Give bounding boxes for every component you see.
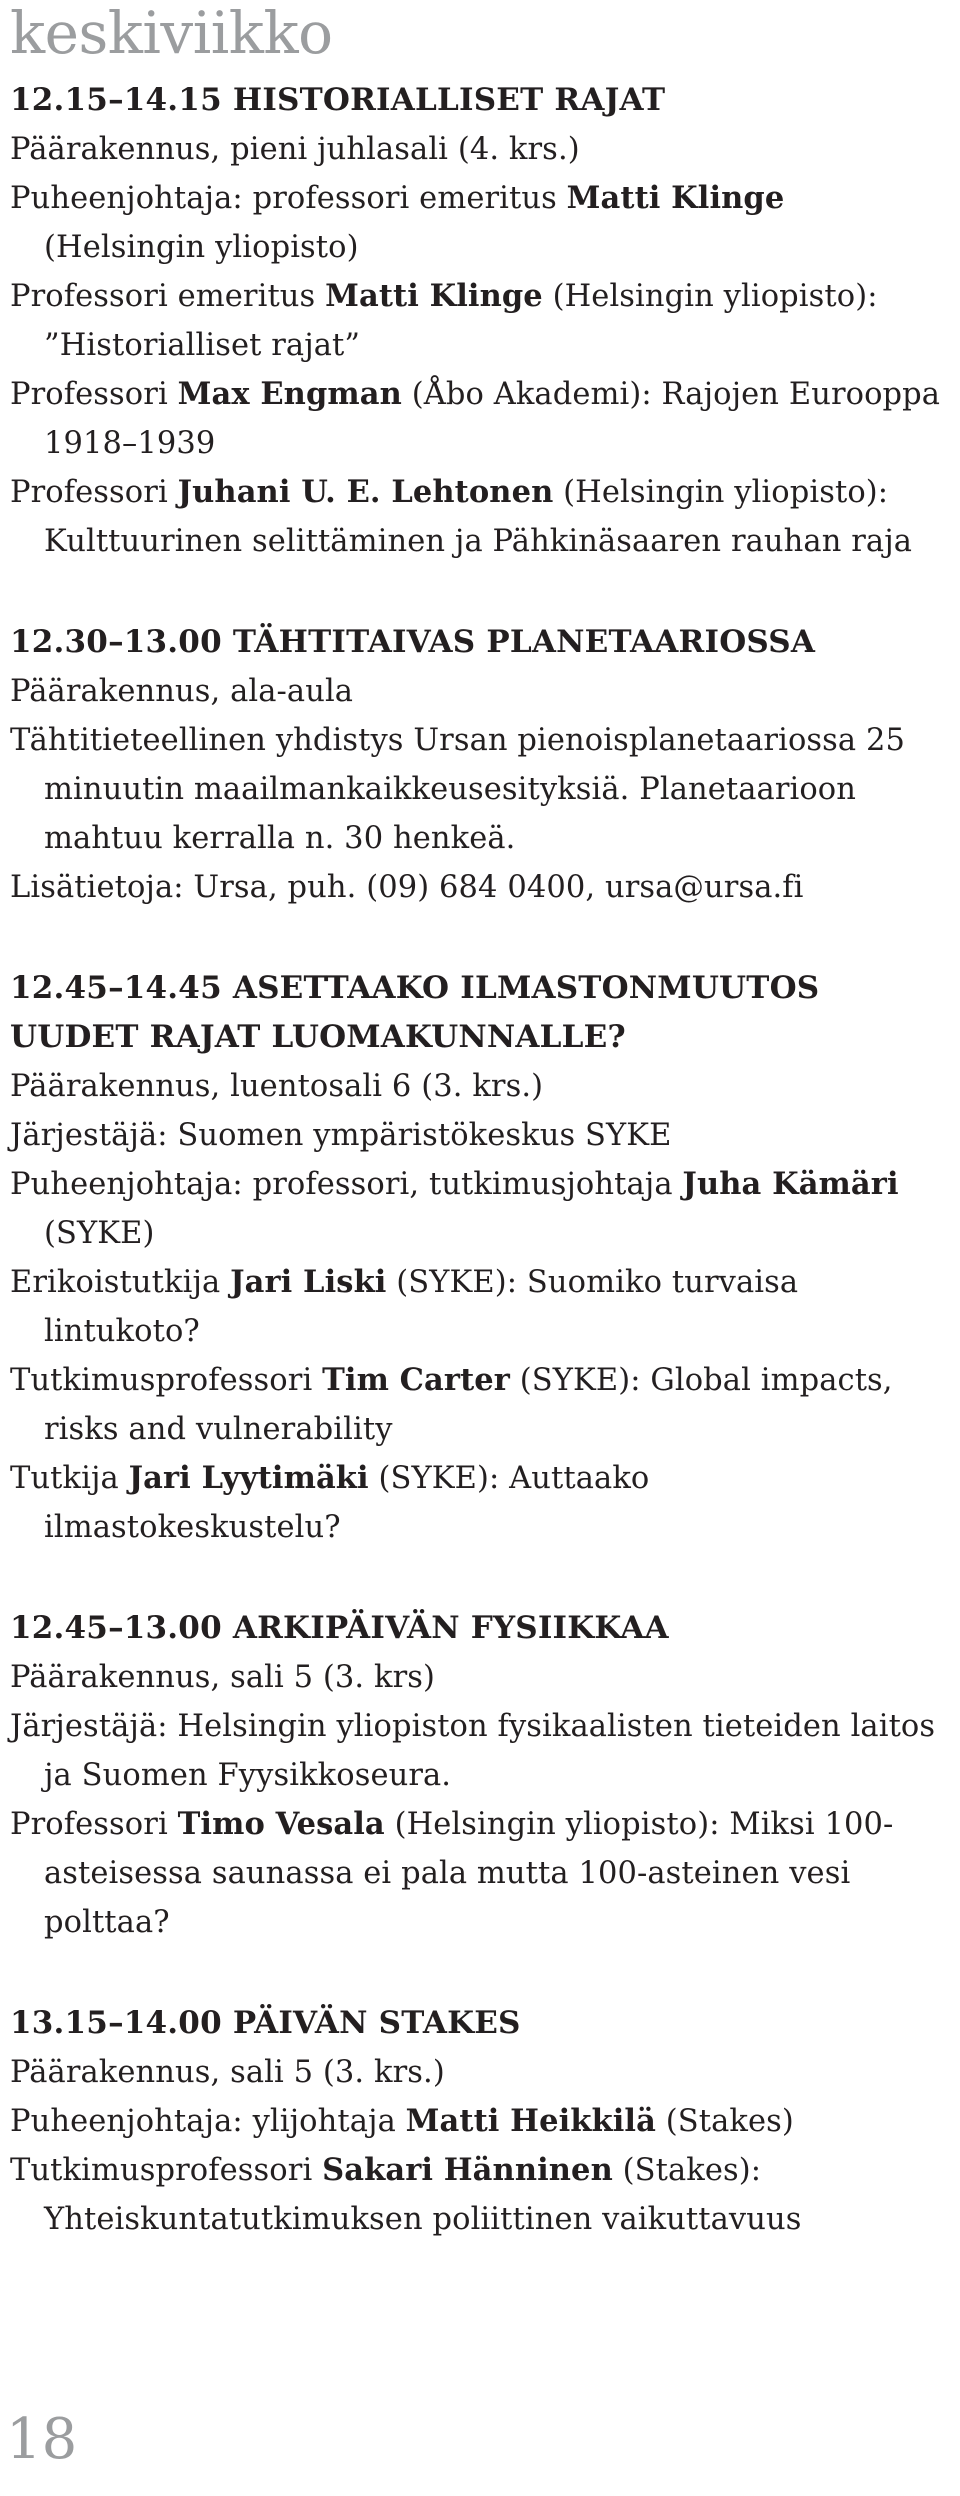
speaker-name: Juhani U. E. Lehtonen	[177, 474, 554, 510]
line-text: (Åbo Akademi): Rajojen Eurooppa 1918–1939	[44, 377, 941, 461]
session-line	[10, 468, 950, 566]
session-line	[10, 125, 950, 174]
session-line	[10, 1062, 950, 1111]
line-text: Professori emeritus	[10, 279, 326, 314]
session-line	[10, 2146, 950, 2244]
session-line	[10, 1111, 950, 1160]
session-line	[10, 174, 950, 272]
session-title: 12.15–14.15 HISTORIALLISET RAJAT	[10, 82, 666, 118]
line-text: Tutkija	[10, 1461, 129, 1496]
line-text: Järjestäjä: Helsingin yliopiston fysikaalisten tieteiden laitos ja Suomen Fyysikkoseura.	[10, 1709, 936, 1793]
line-text: Päärakennus, sali 5 (3. krs)	[10, 1660, 436, 1695]
line-text: (Helsingin yliopisto)	[44, 230, 359, 265]
line-text: (Helsingin yliopisto): ”Historialliset rajat”	[44, 279, 878, 363]
line-text: (Stakes)	[655, 2104, 794, 2139]
session-line	[10, 667, 950, 716]
line-text: Tähtitieteellinen yhdistys Ursan pienoisplanetaariossa 25 minuutin maailmankaikkeusesityksiä. Planetaarioon mahtuu kerralla n. 30 henkeä.	[10, 723, 906, 856]
line-text: Puheenjohtaja: professori, tutkimusjohtaja	[10, 1167, 683, 1202]
session-line	[10, 1454, 950, 1552]
line-text: Päärakennus, sali 5 (3. krs.)	[10, 2055, 445, 2090]
session-line	[10, 1258, 950, 1356]
speaker-name: Matti Klinge	[566, 180, 785, 216]
speaker-name: Jari Liski	[230, 1264, 387, 1300]
session-block	[10, 76, 950, 566]
session-line	[10, 863, 950, 912]
page-number: 18	[6, 2407, 78, 2472]
session-title: 12.45–13.00 ARKIPÄIVÄN FYSIIKKAA	[10, 1610, 669, 1646]
line-text: (Helsingin yliopisto): Miksi 100-asteisessa saunassa ei pala mutta 100-asteinen vesi polttaa?	[44, 1807, 894, 1940]
line-text: Professori	[10, 475, 178, 510]
line-text: Järjestäjä: Suomen ympäristökeskus SYKE	[10, 1118, 672, 1153]
line-text: Professori	[10, 377, 178, 412]
speaker-name: Sakari Hänninen	[322, 2152, 613, 2188]
session-title: 13.15–14.00 PÄIVÄN STAKES	[10, 2005, 521, 2041]
line-text: (SYKE): Auttaako ilmastokeskustelu?	[44, 1461, 650, 1545]
speaker-name: Matti Heikkilä	[405, 2103, 656, 2139]
session-block	[10, 1999, 950, 2244]
speaker-name: Max Engman	[177, 376, 402, 412]
session-line	[10, 1356, 950, 1454]
line-text: (Helsingin yliopisto): Kulttuurinen selittäminen ja Pähkinäsaaren rauhan raja	[44, 475, 913, 559]
line-text: (SYKE): Global impacts, risks and vulnerability	[44, 1363, 893, 1447]
speaker-name: Jari Lyytimäki	[128, 1460, 369, 1496]
line-text: Erikoistutkija	[10, 1265, 231, 1300]
speaker-name: Timo Vesala	[177, 1806, 385, 1842]
line-text: Puheenjohtaja: ylijohtaja	[10, 2104, 406, 2139]
line-text: (SYKE)	[44, 1216, 155, 1251]
session-line	[10, 272, 950, 370]
speaker-name: Tim Carter	[322, 1362, 510, 1398]
line-text: Tutkimusprofessori	[10, 1363, 323, 1398]
line-text: Tutkimusprofessori	[10, 2153, 323, 2188]
session-list	[10, 76, 950, 2244]
session-line	[10, 716, 950, 863]
session-block	[10, 964, 950, 1552]
program-page	[10, 0, 950, 2296]
speaker-name: Matti Klinge	[325, 278, 543, 314]
speaker-name: Juha Kämäri	[682, 1166, 899, 1202]
session-line	[10, 1800, 950, 1947]
session-line	[10, 1160, 950, 1258]
line-text: Puheenjohtaja: professori emeritus	[10, 181, 567, 216]
line-text: (Stakes): Yhteiskuntatutkimuksen poliittinen vaikuttavuus	[44, 2153, 802, 2237]
session-line	[10, 1653, 950, 1702]
session-title: 12.30–13.00 TÄHTITAIVAS PLANETAARIOSSA	[10, 624, 816, 660]
line-text: Professori	[10, 1807, 178, 1842]
day-heading: keskiviikko	[10, 0, 333, 67]
line-text: Lisätietoja: Ursa, puh. (09) 684 0400, ursa@ursa.fi	[10, 870, 804, 905]
line-text: Päärakennus, ala-aula	[10, 674, 354, 709]
line-text: (SYKE): Suomiko turvaisa lintukoto?	[44, 1265, 799, 1349]
session-line	[10, 370, 950, 468]
session-line	[10, 2048, 950, 2097]
session-line	[10, 1702, 950, 1800]
session-line	[10, 2097, 950, 2146]
session-block	[10, 1604, 950, 1947]
line-text: Päärakennus, pieni juhlasali (4. krs.)	[10, 132, 580, 167]
line-text: Päärakennus, luentosali 6 (3. krs.)	[10, 1069, 544, 1104]
session-title: 12.45–14.45 ASETTAAKO ILMASTONMUUTOS UUDET RAJAT LUOMAKUNNALLE?	[10, 970, 820, 1055]
session-block	[10, 618, 950, 912]
